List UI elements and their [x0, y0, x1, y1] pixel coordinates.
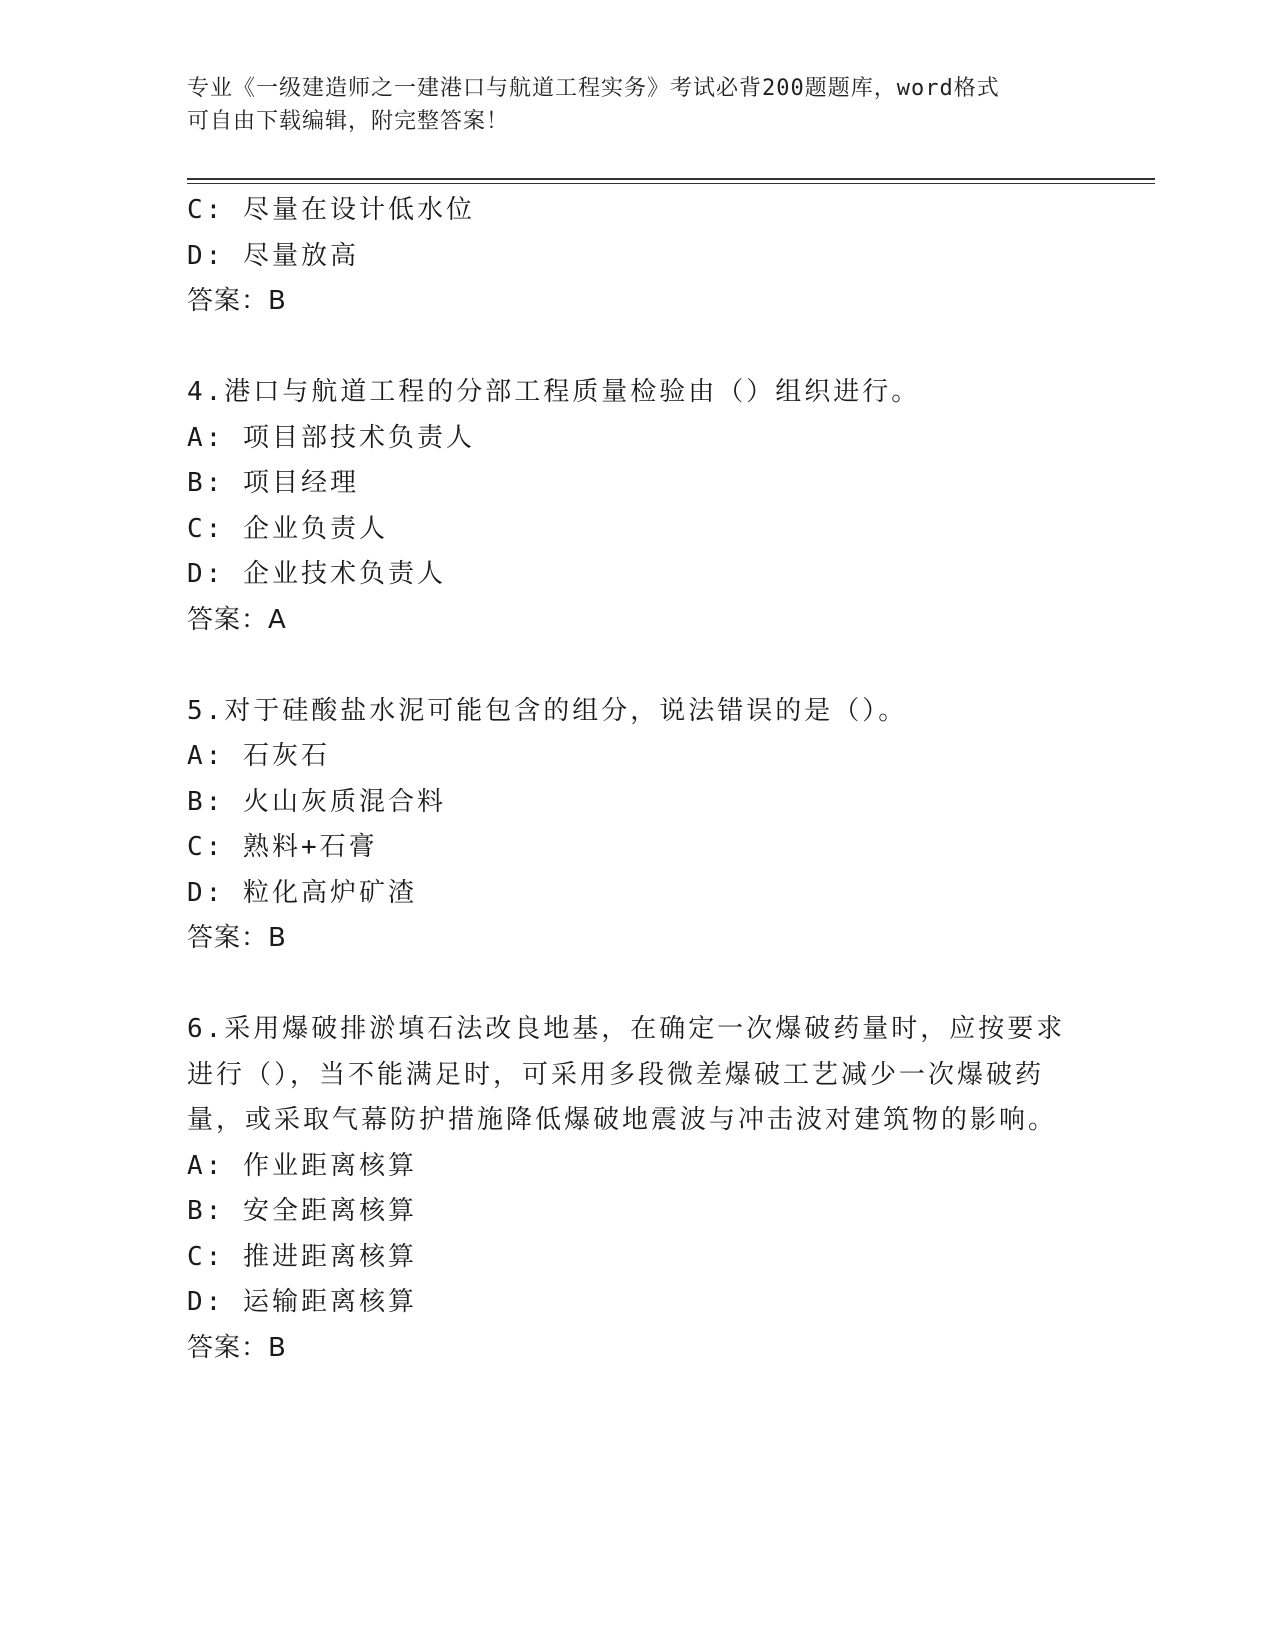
- question-content: [187, 188, 1067, 1371]
- question-stem-line-1: 6.采用爆破排淤填石法改良地基，在确定一次爆破药量时，应按要求: [187, 1014, 1066, 1044]
- option-label: A:: [187, 1150, 225, 1181]
- option-d: [187, 552, 1067, 598]
- option-b: [187, 1189, 1067, 1235]
- question-6: [187, 1007, 1067, 1371]
- option-label: C:: [187, 832, 225, 862]
- option-text: 项目部技术负责人: [242, 422, 475, 453]
- option-text: 运输距离核算: [242, 1287, 417, 1317]
- option-text: 火山灰质混合料: [242, 786, 446, 817]
- option-d: [187, 1280, 1067, 1326]
- option-label: D:: [187, 877, 225, 908]
- option-text: 粒化高炉矿渣: [242, 877, 417, 908]
- option-c: [187, 1235, 1067, 1281]
- option-text: 尽量在设计低水位: [242, 195, 475, 225]
- option-text: 作业距离核算: [242, 1150, 417, 1181]
- option-label: B:: [187, 468, 225, 498]
- option-d: [187, 871, 1067, 917]
- option-c: [187, 188, 1067, 234]
- question-4: [187, 370, 1067, 643]
- header-divider-thick: [187, 178, 1155, 180]
- option-text: 企业技术负责人: [242, 559, 446, 589]
- option-label: A:: [187, 741, 225, 771]
- option-text: 熟料+石膏: [242, 832, 378, 862]
- option-text: 企业负责人: [242, 513, 388, 544]
- question-5: [187, 689, 1067, 962]
- option-a: [187, 416, 1067, 462]
- option-label: D:: [187, 240, 225, 271]
- option-c: [187, 507, 1067, 553]
- option-a: [187, 734, 1067, 780]
- option-text: 安全距离核算: [242, 1196, 417, 1226]
- option-c: [187, 825, 1067, 871]
- spacer: [187, 643, 1067, 689]
- question-stem-line-3: 量，或采取气幕防护措施降低爆破地震波与冲击波对建筑物的影响。: [187, 1105, 1058, 1135]
- header-divider-thin: [187, 183, 1155, 184]
- question-stem: 4.港口与航道工程的分部工程质量检验由（）组织进行。: [187, 377, 921, 407]
- option-a: [187, 1144, 1067, 1190]
- option-text: 尽量放高: [242, 240, 359, 271]
- option-label: B:: [187, 786, 225, 817]
- option-label: C:: [187, 195, 225, 225]
- spacer: [187, 325, 1067, 371]
- question-3-partial: [187, 188, 1067, 325]
- option-label: B:: [187, 1196, 225, 1226]
- spacer: [187, 962, 1067, 1008]
- option-d: [187, 234, 1067, 280]
- option-b: [187, 461, 1067, 507]
- option-text: 推进距离核算: [242, 1241, 417, 1272]
- question-stem-line-2: 进行（），当不能满足时，可采用多段微差爆破工艺减少一次爆破药: [187, 1059, 1045, 1090]
- answer-line: 答案：A: [187, 604, 287, 635]
- answer-line: 答案：B: [187, 286, 287, 316]
- header-title-line-1: 专业《一级建造师之一建港口与航道工程实务》考试必背200题题库，word格式: [187, 76, 1000, 101]
- option-label: A:: [187, 422, 225, 453]
- option-label: D:: [187, 1287, 225, 1317]
- option-label: D:: [187, 559, 225, 589]
- answer-line: 答案：B: [187, 923, 287, 953]
- option-b: [187, 780, 1067, 826]
- option-label: C:: [187, 513, 225, 544]
- document-header: [187, 72, 1067, 138]
- option-label: C:: [187, 1241, 225, 1272]
- header-title-line-2: 可自由下载编辑，附完整答案！: [187, 109, 510, 134]
- option-text: 石灰石: [242, 741, 330, 771]
- question-stem: 5.对于硅酸盐水泥可能包含的组分，说法错误的是（）。: [187, 695, 908, 726]
- answer-line: 答案：B: [187, 1332, 287, 1363]
- option-text: 项目经理: [242, 468, 359, 498]
